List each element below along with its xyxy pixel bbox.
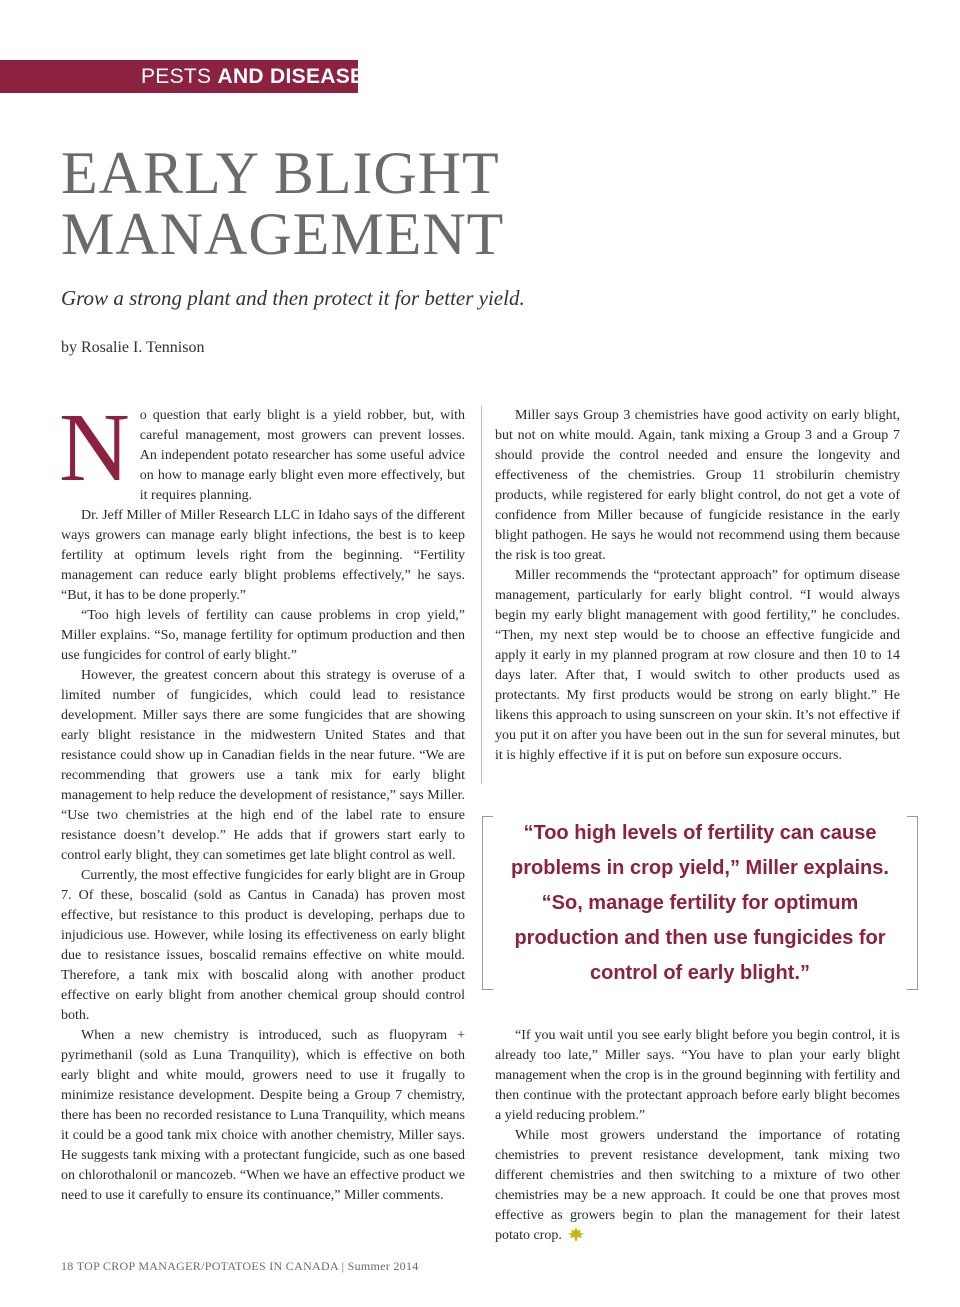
paragraph-1 [59,394,465,506]
paragraph-3: “Too high levels of fertility can cause problems in crop yield,” Miller explains. “So, manage fertility for optimum production and then use fungicides for control of early blight.” [61,608,465,663]
page-footer [61,1259,419,1274]
pull-quote-line-2: problems in crop yield,” Miller explains. [511,857,889,879]
title-line-1: EARLY BLIGHT [61,140,500,206]
article-subtitle: Grow a strong plant and then protect it for better yield. [61,286,525,310]
pull-quote-bracket-right [907,816,918,990]
publication-name: TOP CROP MANAGER/POTATOES IN CANADA [76,1259,339,1273]
paragraph-8: Miller recommends the “protectant approach” for optimum disease management, particularly for early blight control. “I would always begin my early blight management with good fertility,” he concludes. “Then, my next step would be to choose an effective fungicide and apply it early in my planned program at row closure and then 10 to 14 days later. After that, I would switch to other products used as protectants. My first products would be strong on early blight.” He likens this approach to using sunscreen on your skin. It’s not effective if you put it on after you have been out in the sun for several minutes, but it is highly effective if it is put on before sun exposure occurs. [495,568,900,763]
article-title [61,140,505,267]
byline: by Rosalie I. Tennison [61,339,205,356]
paragraph-1-text: o question that early blight is a yield robber, but, with careful management, most growers can prevent losses. An independent potato researcher has some useful advice on how to manage early blight even more effectively, but it requires planning. [139,408,465,503]
pull-quote-line-1: “Too high levels of fertility can cause [523,822,877,844]
pull-quote-line-5: control of early blight.” [589,962,810,984]
paragraph-5: Currently, the most effective fungicides for early blight are in Group 7. Of these, boscalid (sold as Cantus in Canada) has proven most effective, but resistance to this product is developing, perhaps due to injudicious use. However, while losing its effectiveness on early blight due to resistance issues, boscalid remains effective on white mould. Therefore, a tank mix with boscalid along with another product effective on early blight from another chemical group should control both. [61,868,465,1023]
left-column [59,394,465,1206]
drop-cap: N [59,394,130,502]
right-column-continued [495,1026,900,1246]
pull-quote-line-4: production and then use fungicides for [514,927,886,949]
maple-leaf-icon [568,1227,584,1241]
issue-date: Summer 2014 [347,1259,419,1273]
right-column [495,406,900,766]
paragraph-4: However, the greatest concern about this strategy is overuse of a limited number of fungicides, which could lead to resistance development. Miller says there are some fungicides that are showing early blight resistance in the midwestern United States and that resistance could show up in Canadian fields in the near future. “We are recommending that growers use a tank mix for early blight management to help reduce the development of resistance,” says Miller. “Use two chemistries at the high end of the label rate to ensure resistance doesn’t develop.” He adds that if growers start early to control early blight, they can sometimes get late blight control as well. [61,668,465,863]
section-label-light: PESTS [141,65,212,88]
paragraph-10-text: While most growers understand the importance of rotating chemistries to prevent resistance development, tank mixing two different chemistries and then switching to a mixture of two other chemistries may be a new approach. It could be one that proves most effective as growers begin to plan the management for their latest potato crop. [495,1128,900,1243]
title-line-2: MANAGEMENT [61,201,505,267]
page-number: 18 [61,1259,74,1273]
pull-quote [482,816,918,992]
pull-quote-line-3: “So, manage fertility for optimum [541,892,859,914]
column-divider [481,406,482,784]
paragraph-9: “If you wait until you see early blight before you begin control, it is already too late,” Miller says. “You have to plan your early blight management when the crop is in the ground beginning with fertility and then continue with the protectant approach before early blight becomes a yield reducing problem.” [495,1028,900,1123]
paragraph-10 [495,1126,900,1246]
pull-quote-text [492,816,908,991]
paragraph-2: Dr. Jeff Miller of Miller Research LLC in Idaho says of the different ways growers can manage early blight infections, the best is to keep fertility at optimum levels right from the beginning. “Fertility management can reduce early blight problems effectively,” he says. “But, it has to be done properly.” [61,508,465,603]
paragraph-7: Miller says Group 3 chemistries have good activity on early blight, but not on white mould. Again, tank mixing a Group 3 and a Group 7 should provide the control needed and ensure the longevity and effectiveness of the chemistries. Group 11 strobilurin chemistry products, while registered for early blight control, do not get a vote of confidence from Miller because of fungicide resistance in the early blight pathogen. He says he would not recommend using them because the risk is too great. [495,408,900,563]
section-label-bold: AND DISEASES [217,65,379,88]
section-banner [0,60,379,93]
footer-separator: | [341,1259,345,1273]
paragraph-6: When a new chemistry is introduced, such as fluopyram + pyrimethanil (sold as Luna Tranquility), which is effective on both early blight and white mould, growers need to use it frugally to minimize resistance development. Despite being a Group 7 chemistry, there has been no recorded resistance to Luna Tranquility, which means it could be a good tank mix choice with another chemistry, Miller says. He suggests tank mixing with a protectant fungicide, such as one based on chlorothalonil or mancozeb. “When we have an effective product we need to use it carefully to ensure its continuance,” Miller comments. [61,1028,465,1203]
